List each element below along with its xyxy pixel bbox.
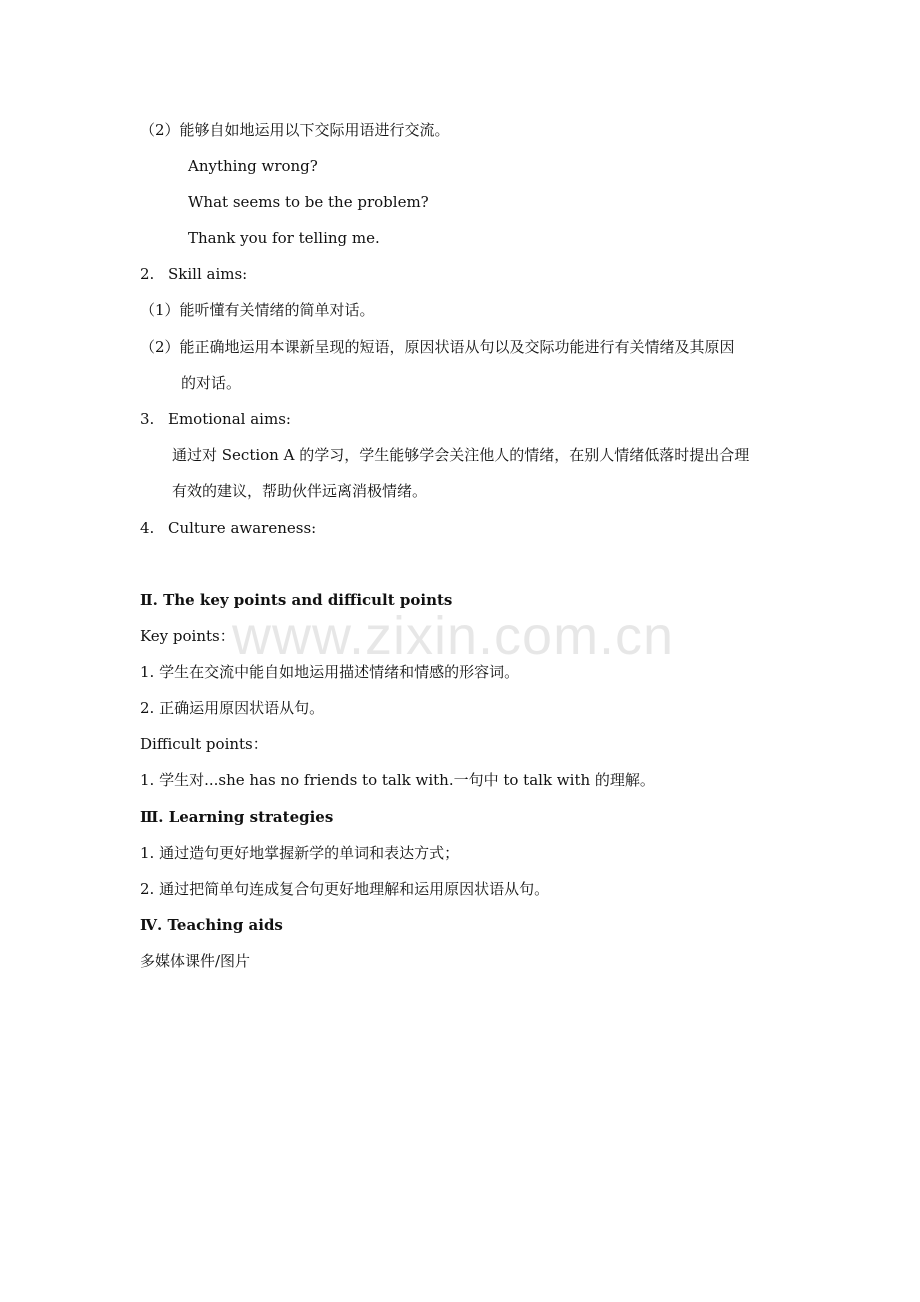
key-point-2: 2. 正确运用原因状语从句。: [140, 699, 325, 717]
culture-awareness-number: 4.: [140, 519, 155, 537]
phrase-3: Thank you for telling me.: [188, 229, 380, 247]
culture-awareness-heading: [140, 518, 316, 538]
key-point-1: 1. 学生在交流中能自如地运用描述情绪和情感的形容词。: [140, 663, 520, 681]
emotional-aims-text-line-1: 通过对 Section A 的学习，学生能够学会关注他人的情绪，在别人情绪低落时提出合理: [172, 446, 750, 464]
emotional-aims-number: 3.: [140, 410, 155, 428]
strategy-1: 1. 通过造句更好地掌握新学的单词和表达方式；: [140, 844, 460, 862]
phrase-2: What seems to be the problem?: [188, 193, 429, 211]
key-points-label: Key points：: [140, 627, 235, 645]
phrase-1: Anything wrong?: [188, 157, 318, 175]
section-3-heading: Ⅲ. Learning strategies: [140, 808, 334, 826]
skill-aim-item-1: （1）能听懂有关情绪的简单对话。: [140, 301, 375, 319]
emotional-aims-title: Emotional aims:: [168, 410, 291, 428]
skill-aims-number: 2.: [140, 265, 155, 283]
difficult-points-label: Difficult points：: [140, 735, 268, 753]
strategy-2: 2. 通过把简单句连成复合句更好地理解和运用原因状语从句。: [140, 880, 550, 898]
watermark: www.zixin.com.cn: [232, 606, 675, 666]
emotional-aims-heading: [140, 409, 291, 429]
section-4-heading: Ⅳ. Teaching aids: [140, 916, 283, 934]
skill-aims-heading: [140, 264, 247, 284]
skill-aims-title: Skill aims:: [168, 265, 248, 283]
skill-aim-item-2-line-2: 的对话。: [181, 374, 242, 392]
section-2-heading: Ⅱ. The key points and difficult points: [140, 591, 453, 609]
emotional-aims-text-line-2: 有效的建议，帮助伙伴远离消极情绪。: [172, 482, 428, 500]
difficult-point-1: 1. 学生对...she has no friends to talk with.一句中 to talk with 的理解。: [140, 771, 655, 789]
teaching-aids-text: 多媒体课件/图片: [140, 952, 251, 970]
culture-awareness-title: Culture awareness:: [168, 519, 317, 537]
skill-aim-item-2-line-1: （2）能正确地运用本课新呈现的短语，原因状语从句以及交际功能进行有关情绪及其原因: [140, 338, 735, 356]
language-aim-item-2: （2）能够自如地运用以下交际用语进行交流。: [140, 121, 450, 139]
